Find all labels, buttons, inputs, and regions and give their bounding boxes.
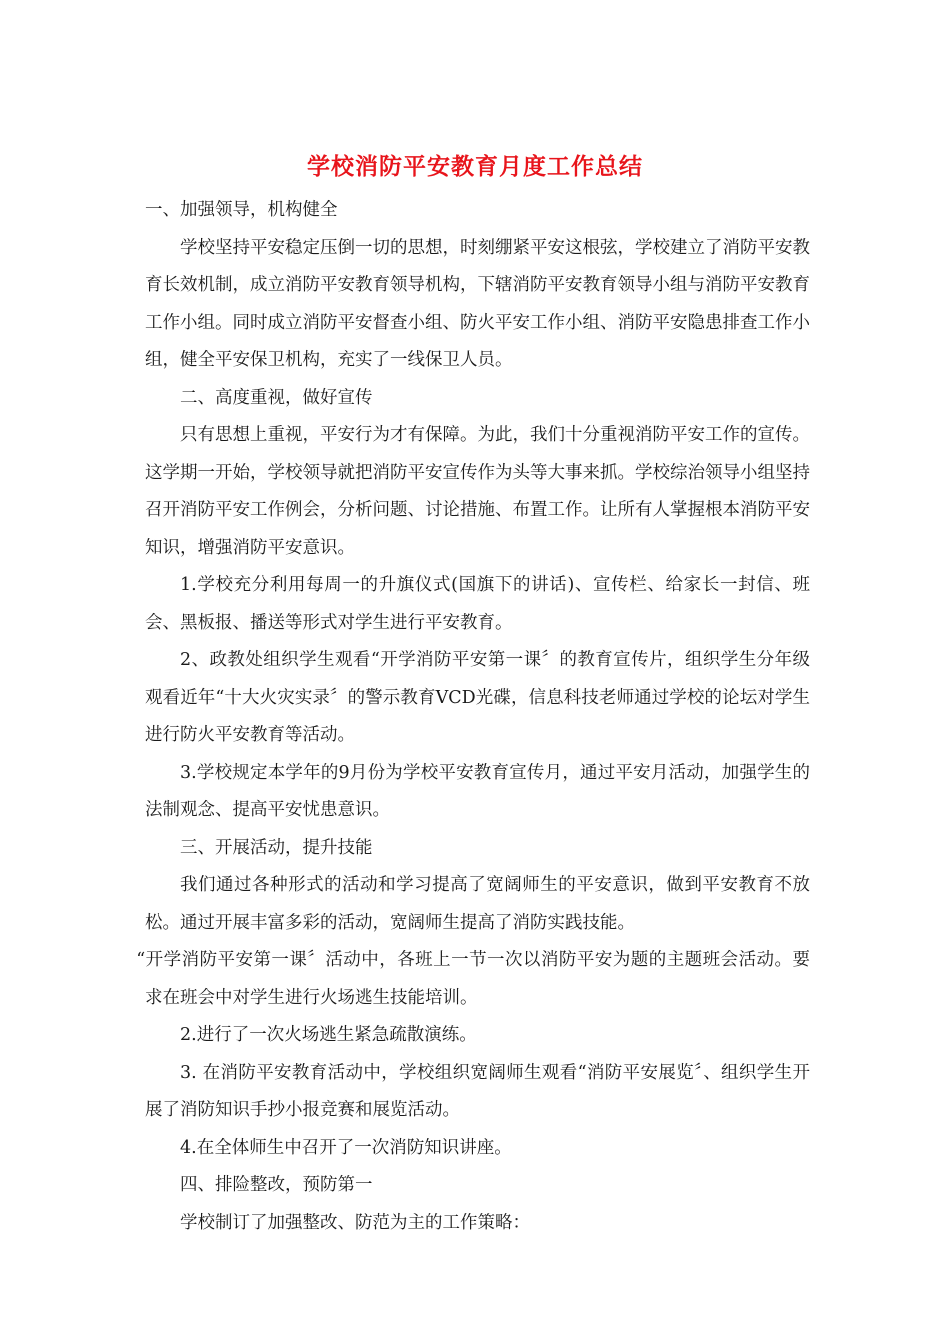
list-item: 1.学校充分利用每周一的升旗仪式(国旗下的讲话)、宣传栏、给家长一封信、班会、黑板报、播送等形式对学生进行平安教育。: [145, 575, 810, 633]
list-item: 2.进行了一次火场逃生紧急疏散演练。: [180, 1025, 477, 1045]
section-heading-4: 四、排险整改，预防第一: [180, 1175, 373, 1195]
paragraph: 我们通过各种形式的活动和学习提高了宽阔师生的平安意识，做到平安教育不放松。通过开展丰富多彩的活动，宽阔师生提高了消防实践技能。: [145, 875, 810, 933]
section-heading-1: 一、加强领导，机构健全: [145, 200, 338, 220]
paragraph: 只有思想上重视，平安行为才有保障。为此，我们十分重视消防平安工作的宣传。这学期一开始，学校领导就把消防平安宣传作为头等大事来抓。学校综治领导小组坚持召开消防平安工作例会，分析问题、讨论措施、布置工作。让所有人掌握根本消防平安知识，增强消防平安意识。: [145, 425, 810, 558]
list-item: 3. 在消防平安教育活动中，学校组织宽阔师生观看“消防平安展览〞、组织学生开展了消防知识手抄小报竞赛和展览活动。: [145, 1062, 810, 1120]
section-heading-3: 三、开展活动，提升技能: [180, 837, 373, 858]
list-item: 3.学校规定本学年的9月份为学校平安教育宣传月，通过平安月活动，加强学生的法制观念、提高平安忧患意识。: [145, 762, 810, 820]
list-item: 2、政教处组织学生观看“开学消防平安第一课〞的教育宣传片，组织学生分年级观看近年“十大火灾实录〞的警示教育VCD光碟，信息科技老师通过学校的论坛对学生进行防火平安教育等活动。: [145, 650, 810, 745]
paragraph: “开学消防平安第一课〞活动中，各班上一节一次以消防平安为题的主题班会活动。要求在班会中对学生进行火场逃生技能培训。: [136, 950, 810, 1008]
paragraph: 学校制订了加强整改、防范为主的工作策略：: [180, 1212, 530, 1233]
paragraph: 学校坚持平安稳定压倒一切的思想，时刻绷紧平安这根弦，学校建立了消防平安教育长效机制，成立消防平安教育领导机构，下辖消防平安教育领导小组与消防平安教育工作小组。同时成立消防平安督查小组、防火平安工作小组、消防平安隐患排查工作小组，健全平安保卫机构，充实了一线保卫人员。: [145, 237, 810, 370]
section-heading-2: 二、高度重视，做好宣传: [180, 387, 373, 408]
document-body: [136, 192, 810, 1242]
list-item: 4.在全体师生中召开了一次消防知识讲座。: [180, 1137, 512, 1158]
document-title: 学校消防平安教育月度工作总结: [307, 153, 643, 180]
